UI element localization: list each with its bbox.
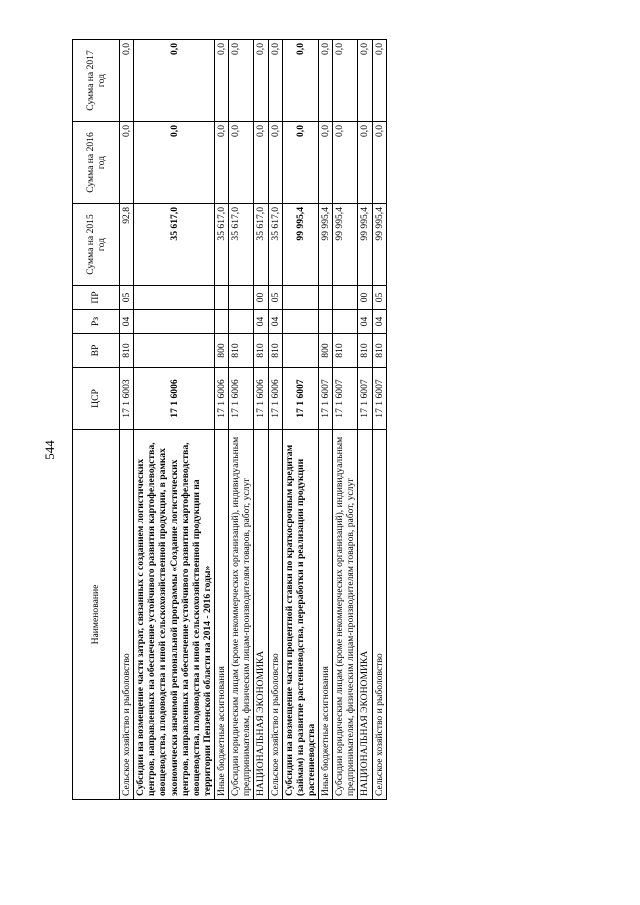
cell-s2015: 92,8 [120,204,134,286]
table-row [333,40,358,800]
cell-s2016: 0,0 [372,122,386,204]
cell-s2017: 0,0 [319,40,333,122]
cell-name: Иные бюджетные ассигнования [215,430,229,800]
cell-csr: 17 1 6003 [120,368,134,430]
cell-s2016: 0,0 [229,122,254,204]
header-pr: ПР [73,286,120,310]
cell-s2015: 35 617,0 [254,204,268,286]
cell-name: НАЦИОНАЛЬНАЯ ЭКОНОМИКА [358,430,372,800]
table-row [319,40,333,800]
header-rz: Рз [73,310,120,334]
cell-pr [134,286,215,310]
cell-s2016: 0,0 [319,122,333,204]
table-row [358,40,372,800]
cell-pr: 00 [358,286,372,310]
cell-rz [134,310,215,334]
cell-s2016: 0,0 [215,122,229,204]
cell-s2017: 0,0 [282,40,318,122]
cell-vr: 810 [254,334,268,368]
cell-name: Сельское хозяйство и рыболовство [120,430,134,800]
cell-name: Субсидии юридическим лицам (кроме некоммерческих организаций), индивидуальным предпринимателям, физическим лицам-производителям товаров, работ, услуг [229,430,254,800]
cell-s2017: 0,0 [120,40,134,122]
cell-pr: 05 [372,286,386,310]
cell-s2016: 0,0 [333,122,358,204]
cell-s2016: 0,0 [268,122,282,204]
cell-s2017: 0,0 [268,40,282,122]
cell-rz: 04 [268,310,282,334]
cell-s2017: 0,0 [372,40,386,122]
table-row [120,40,134,800]
header-csr: ЦСР [73,368,120,430]
cell-s2016: 0,0 [254,122,268,204]
cell-s2017: 0,0 [333,40,358,122]
cell-rz [319,310,333,334]
cell-pr [319,286,333,310]
header-sum-2016: Сумма на 2016 год [73,122,120,204]
cell-pr: 05 [120,286,134,310]
cell-csr: 17 1 6007 [282,368,318,430]
table-row [134,40,215,800]
cell-pr [333,286,358,310]
cell-csr: 17 1 6006 [254,368,268,430]
cell-s2017: 0,0 [254,40,268,122]
cell-rz [282,310,318,334]
budget-table [72,39,387,800]
cell-s2015: 99 995,4 [333,204,358,286]
rotated-table-frame [72,40,492,800]
page-number: 544 [41,440,57,460]
cell-s2015: 99 995,4 [319,204,333,286]
cell-rz [215,310,229,334]
cell-vr: 810 [268,334,282,368]
cell-s2015: 99 995,4 [358,204,372,286]
cell-s2017: 0,0 [358,40,372,122]
cell-s2015: 35 617,0 [229,204,254,286]
cell-vr: 800 [215,334,229,368]
table-row [254,40,268,800]
cell-s2016: 0,0 [282,122,318,204]
cell-rz: 04 [372,310,386,334]
cell-name: Субсидии на возмещение части затрат, связанных с созданием логистических центров, направленных на обеспечение устойчивого развития картофелеводства, овощеводства, плодоводства и иной сельскохозяйственной продукции, в рамках экономически значимой региональной программы «Создание логистических центров, направленных на обеспечение устойчивого развития картофелеводства, овощеводства, плодоводства и иной сельскохозяйственной продукции на территории Пензенской области на 2014 - 2016 годы» [134,430,215,800]
cell-rz [229,310,254,334]
cell-name: Субсидии юридическим лицам (кроме некоммерческих организаций), индивидуальным предпринимателям, физическим лицам-производителям товаров, работ, услуг [333,430,358,800]
table-header-row [73,40,120,800]
table-row [282,40,318,800]
cell-rz: 04 [358,310,372,334]
cell-name: НАЦИОНАЛЬНАЯ ЭКОНОМИКА [254,430,268,800]
cell-s2017: 0,0 [229,40,254,122]
cell-vr: 810 [333,334,358,368]
cell-s2015: 35 617,0 [134,204,215,286]
cell-rz: 04 [254,310,268,334]
cell-rz: 04 [120,310,134,334]
cell-s2015: 35 617,0 [215,204,229,286]
cell-csr: 17 1 6006 [134,368,215,430]
cell-s2016: 0,0 [134,122,215,204]
cell-pr: 05 [268,286,282,310]
cell-s2017: 0,0 [134,40,215,122]
cell-name: Субсидии на возмещение части процентной ставки по краткосрочным кредитам (займам) на развитие растениеводства, переработки и реализации продукции растениеводства [282,430,318,800]
cell-s2015: 99 995,4 [282,204,318,286]
cell-vr: 810 [358,334,372,368]
budget-table-container [72,40,492,800]
cell-vr: 810 [120,334,134,368]
cell-rz [333,310,358,334]
cell-vr: 810 [372,334,386,368]
header-sum-2015: Сумма на 2015 год [73,204,120,286]
cell-s2017: 0,0 [215,40,229,122]
cell-csr: 17 1 6007 [372,368,386,430]
cell-csr: 17 1 6007 [358,368,372,430]
cell-s2015: 35 617,0 [268,204,282,286]
table-row [215,40,229,800]
cell-csr: 17 1 6006 [268,368,282,430]
header-name: Наименование [73,430,120,800]
cell-vr: 800 [319,334,333,368]
cell-pr: 00 [254,286,268,310]
cell-name: Сельское хозяйство и рыболовство [372,430,386,800]
cell-vr [282,334,318,368]
cell-name: Сельское хозяйство и рыболовство [268,430,282,800]
cell-csr: 17 1 6006 [215,368,229,430]
table-row [268,40,282,800]
cell-name: Иные бюджетные ассигнования [319,430,333,800]
cell-vr: 810 [229,334,254,368]
cell-pr [282,286,318,310]
header-sum-2017: Сумма на 2017 год [73,40,120,122]
cell-s2016: 0,0 [358,122,372,204]
cell-s2016: 0,0 [120,122,134,204]
cell-s2015: 99 995,4 [372,204,386,286]
table-body [120,40,387,800]
cell-pr [229,286,254,310]
table-row [372,40,386,800]
cell-csr: 17 1 6007 [319,368,333,430]
header-vr: ВР [73,334,120,368]
cell-csr: 17 1 6007 [333,368,358,430]
cell-pr [215,286,229,310]
table-row [229,40,254,800]
cell-vr [134,334,215,368]
cell-csr: 17 1 6006 [229,368,254,430]
